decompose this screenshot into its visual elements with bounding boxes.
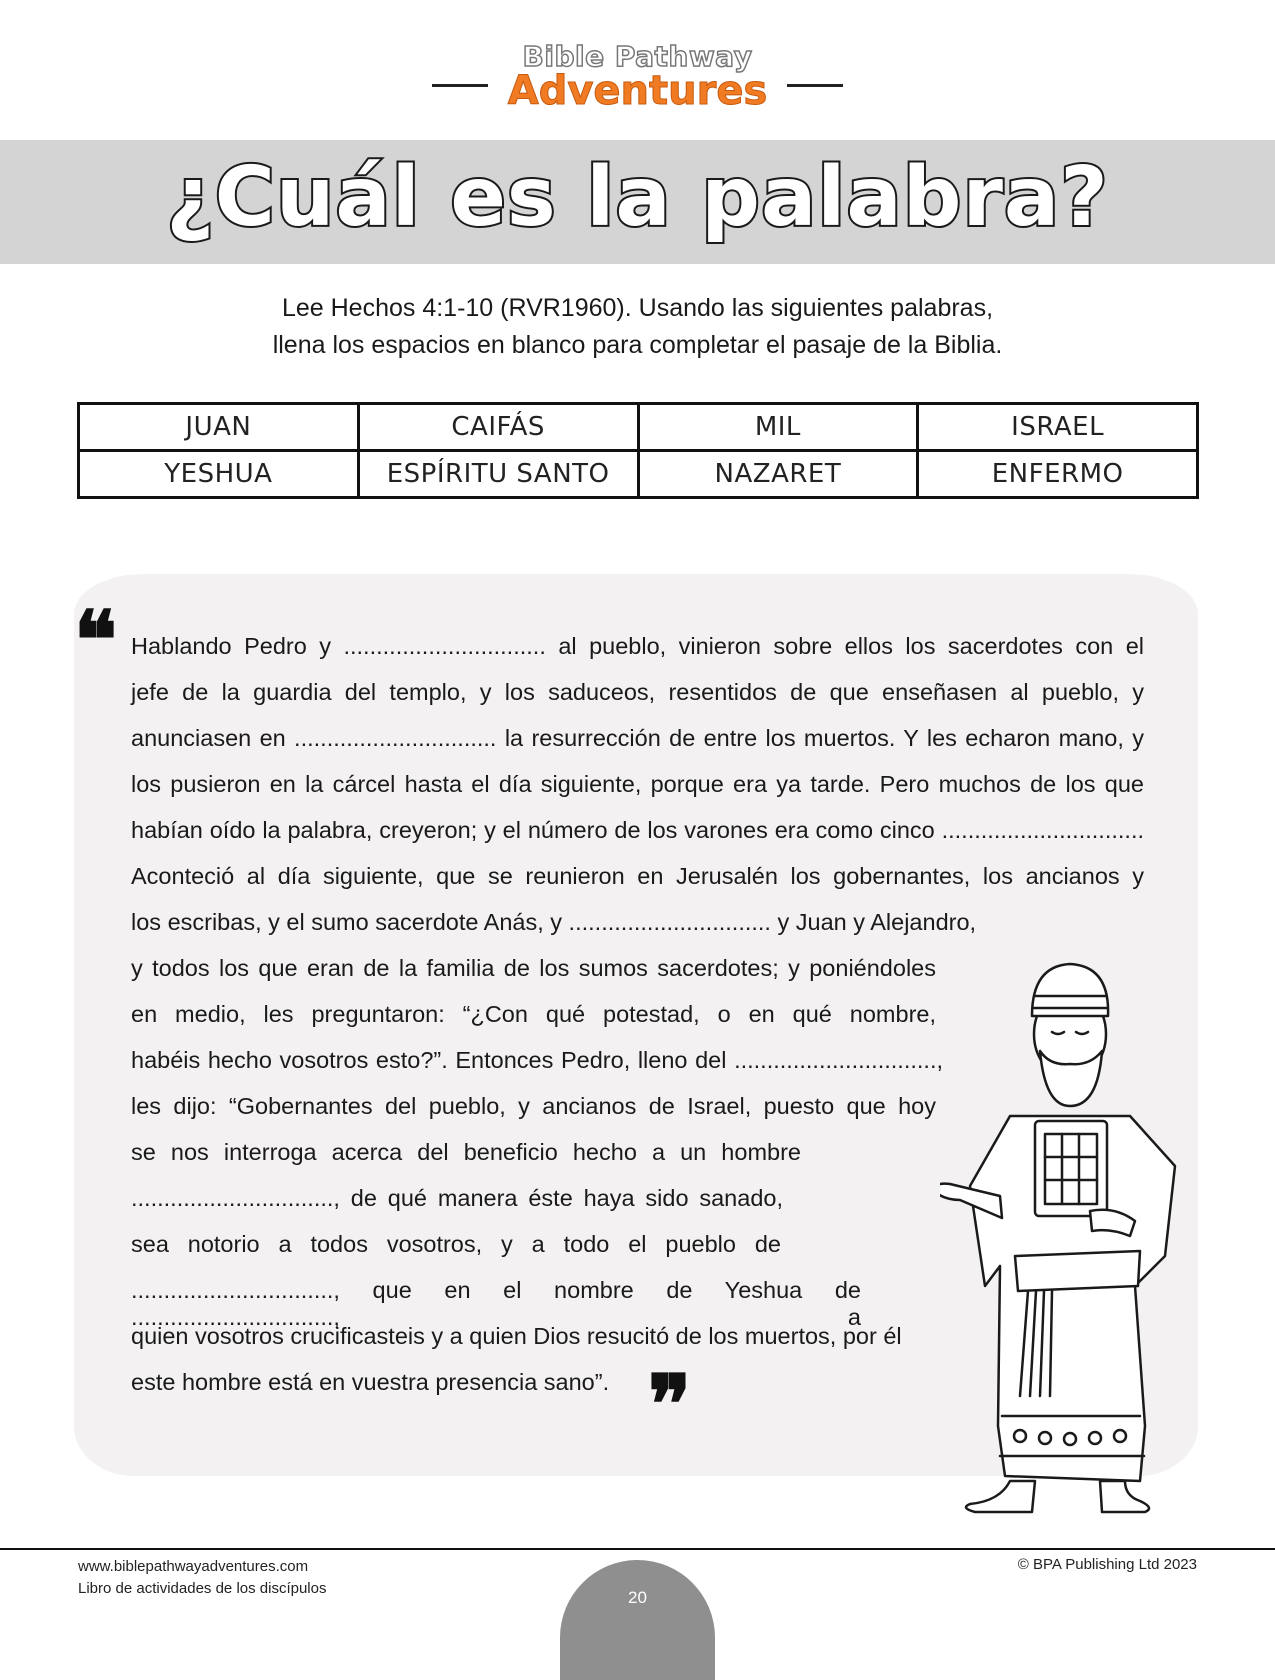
passage-line: Hablando Pedro y ............................... al pueblo, vinieron sobre ellos los sacerdotes con el — [131, 633, 1144, 659]
passage-line: quien vosotros crucificasteis y a quien Dios resucitó de los muertos, por él — [131, 1323, 902, 1349]
high-priest-illustration — [940, 956, 1210, 1536]
passage-line: este hombre está en vuestra presencia sano”. — [131, 1369, 610, 1395]
footer-copyright: © BPA Publishing Ltd 2023 — [1017, 1556, 1197, 1573]
instructions-line-2: llena los espacios en blanco para completar el pasaje de la Biblia. — [272, 331, 1003, 359]
word-bank-cell: ISRAEL — [918, 404, 1198, 451]
word-bank-table — [77, 402, 1199, 499]
page-number-tab — [560, 1560, 715, 1680]
passage-line: ..............................., que en el nombre de Yeshua de ..............................., a — [131, 1277, 861, 1330]
footer-book-title: Libro de actividades de los discípulos — [78, 1580, 327, 1597]
page-number: 20 — [628, 1588, 647, 1607]
passage-line: los escribas, y el sumo sacerdote Anás, y ............................... y Juan y Alejandro, — [131, 909, 977, 935]
word-bank-row-2 — [79, 451, 1198, 498]
open-quote-icon: ❝ — [74, 593, 118, 687]
word-bank-cell: JUAN — [79, 404, 359, 451]
passage-line: en medio, les preguntaron: “¿Con qué potestad, o en qué nombre, — [131, 1001, 936, 1027]
passage-line: y todos los que eran de la familia de los sumos sacerdotes; y poniéndoles — [131, 955, 936, 981]
word-bank-cell: ENFERMO — [918, 451, 1198, 498]
passage-line: sea notorio a todos vosotros, y a todo el pueblo de — [131, 1231, 781, 1257]
passage-line: habían oído la palabra, creyeron; y el número de los varones era como cinco ............................... — [131, 817, 1144, 843]
instructions — [180, 290, 1095, 364]
word-bank-cell: ESPÍRITU SANTO — [358, 451, 638, 498]
passage-line: habéis hecho vosotros esto?”. Entonces Pedro, lleno del ..............................., — [131, 1047, 943, 1073]
passage-line: les dijo: “Gobernantes del pueblo, y ancianos de Israel, puesto que hoy — [131, 1093, 936, 1119]
instructions-line-1: Lee Hechos 4:1-10 (RVR1960). Usando las siguientes palabras, — [281, 294, 994, 322]
logo-line-2: Adventures — [507, 68, 768, 114]
footer-left — [78, 1556, 326, 1600]
word-bank-row-1 — [79, 404, 1198, 451]
logo-line-1: Bible Pathway — [522, 40, 753, 73]
passage-line: se nos interroga acerca del beneficio hecho a un hombre — [131, 1139, 801, 1165]
word-bank-cell: CAIFÁS — [358, 404, 638, 451]
passage-line: ..............................., de qué manera éste haya sido sanado, — [131, 1185, 783, 1211]
word-bank-cell: YESHUA — [79, 451, 359, 498]
page-title: ¿Cuál es la palabra? — [166, 150, 1109, 245]
passage-line: jefe de la guardia del templo, y los saduceos, resentidos de que enseñasen al pueblo, y — [131, 679, 1144, 705]
passage-line: los pusieron en la cárcel hasta el día siguiente, porque era ya tarde. Pero muchos de los que — [131, 771, 1144, 797]
word-bank-cell: MIL — [638, 404, 918, 451]
passage-line: anunciasen en ............................... la resurrección de entre los muertos. Y les echaron mano, y — [131, 725, 1144, 751]
passage-line: Aconteció al día siguiente, que se reunieron en Jerusalén los gobernantes, los ancianos y — [131, 863, 1144, 889]
close-quote-icon: ❞ — [648, 1357, 692, 1451]
footer-website[interactable]: www.biblepathwayadventures.com — [78, 1558, 309, 1575]
word-bank-cell: NAZARET — [638, 451, 918, 498]
footer-rule — [0, 1548, 1275, 1550]
